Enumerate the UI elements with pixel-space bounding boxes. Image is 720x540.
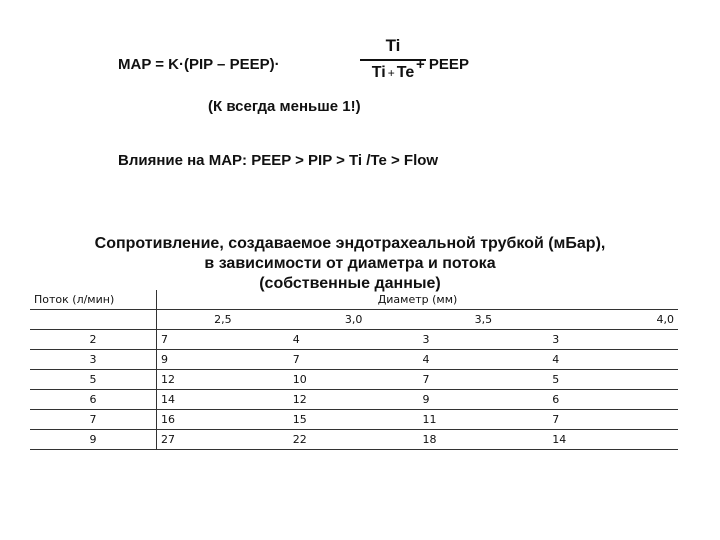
value-cell: 27: [157, 430, 289, 450]
flow-cell: 5: [30, 370, 157, 390]
k-note: (К всегда меньше 1!): [208, 98, 361, 115]
table-row: [30, 370, 678, 390]
empty-header-cell: [30, 310, 157, 330]
value-cell: 7: [289, 350, 419, 370]
value-cell: 7: [548, 410, 678, 430]
diameter-column-header: Диаметр (мм): [157, 290, 679, 310]
diameter-header-cell: 3,0: [289, 310, 419, 330]
value-cell: 4: [548, 350, 678, 370]
value-cell: 10: [289, 370, 419, 390]
table-row: [30, 350, 678, 370]
value-cell: 6: [548, 390, 678, 410]
value-cell: 7: [157, 330, 289, 350]
flow-cell: 3: [30, 350, 157, 370]
value-cell: 22: [289, 430, 419, 450]
value-cell: 14: [548, 430, 678, 450]
value-cell: 9: [157, 350, 289, 370]
heading-line-2: в зависимости от диаметра и потока: [204, 255, 496, 272]
table-row: [30, 330, 678, 350]
value-cell: 3: [548, 330, 678, 350]
fraction-numerator: Ti: [385, 36, 401, 55]
diameter-header-cell: 4,0: [548, 310, 678, 330]
denominator-right: Te: [396, 64, 415, 81]
table-heading: [40, 234, 660, 294]
value-cell: 4: [419, 350, 549, 370]
value-cell: 9: [419, 390, 549, 410]
value-cell: 18: [419, 430, 549, 450]
value-cell: 4: [289, 330, 419, 350]
diameter-header-cell: 3,5: [419, 310, 549, 330]
value-cell: 11: [419, 410, 549, 430]
table-row: [30, 410, 678, 430]
heading-line-1: Сопротивление, создаваемое эндотрахеальной трубкой (мБар),: [94, 235, 606, 252]
value-cell: 3: [419, 330, 549, 350]
value-cell: 12: [157, 370, 289, 390]
formula-rhs: + PEEP: [416, 56, 469, 73]
value-cell: 15: [289, 410, 419, 430]
denominator-left: Ti: [371, 64, 386, 81]
diameter-subheader-row: [30, 310, 678, 330]
formula-lhs: MAP = K·(PIP – PEEP)·: [118, 56, 280, 73]
value-cell: 5: [548, 370, 678, 390]
map-influence-line: Влияние на MAP: PEEP > PIP > Ti /Te > Flow: [118, 152, 439, 169]
value-cell: 7: [419, 370, 549, 390]
value-cell: 14: [157, 390, 289, 410]
flow-cell: 2: [30, 330, 157, 350]
flow-cell: 7: [30, 410, 157, 430]
flow-cell: 9: [30, 430, 157, 450]
flow-column-header: Поток (л/мин): [30, 290, 157, 310]
value-cell: 16: [157, 410, 289, 430]
denominator-operator: +: [387, 66, 395, 80]
table-row: [30, 390, 678, 410]
heading-line-3: (собственные данные): [259, 275, 441, 292]
value-cell: 12: [289, 390, 419, 410]
flow-cell: 6: [30, 390, 157, 410]
table-header-row: [30, 290, 678, 310]
resistance-table: [30, 290, 678, 450]
table-row: [30, 430, 678, 450]
diameter-header-cell: 2,5: [157, 310, 289, 330]
